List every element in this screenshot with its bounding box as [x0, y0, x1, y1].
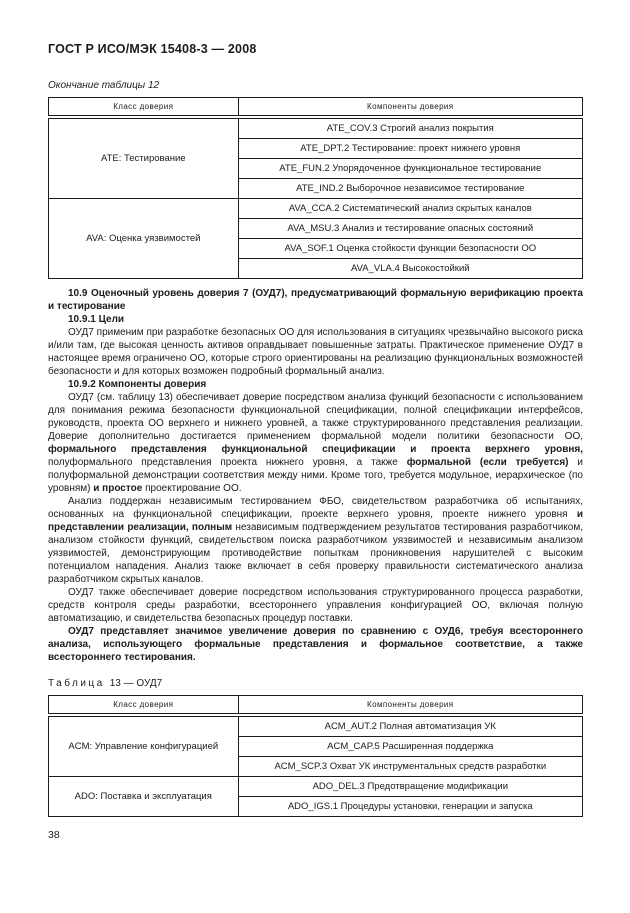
assurance-component-cell: AVA_CCA.2 Систематический анализ скрытых каналов: [238, 199, 582, 219]
table-row: [49, 117, 583, 139]
assurance-component-cell: ATE_COV.3 Строгий анализ покрытия: [238, 117, 582, 139]
table12-caption: Окончание таблицы 12: [48, 80, 160, 91]
assurance-component-cell: ATE_IND.2 Выборочное независимое тестирование: [238, 179, 582, 199]
document-title: ГОСТ Р ИСО/МЭК 15408-3 — 2008: [48, 42, 257, 56]
table13-header-row: [49, 696, 583, 716]
assurance-component-cell: ACM_SCP.3 Охват УК инструментальных средств разработки: [238, 757, 582, 777]
table12: [48, 97, 583, 279]
assurance-component-cell: ATE_FUN.2 Упорядоченное функциональное тестирование: [238, 159, 582, 179]
table12-header-components: Компоненты доверия: [238, 98, 582, 118]
assurance-component-cell: AVA_VLA.4 Высокостойкий: [238, 259, 582, 279]
paragraph: Анализ поддержан независимым тестированием ФБО, свидетельством разработчика об испытаниях, основанных на функциональной спецификации, проекте верхнего уровня, проекте нижнего уровня и представлении реализации, полным независимым подтверждением результатов тестирования разработчиком, анализом стойкости функций, свидетельством поиска разработчиком уязвимостей и независимым анализом уязвимостей, демонстрирующим противодействие попыткам проникновения нарушителей с высоким потенциалом нападения. Анализ также включает в себя проверку правильности систематического анализа разработчиком скрытых каналов.: [48, 496, 583, 585]
paragraph: ОУД7 (см. таблицу 13) обеспечивает доверие посредством анализа функций безопасности с использованием для понимания режима безопасности функциональной спецификации, полной спецификации интерфейсов, руководств, проекта ОО верхнего и нижнего уровней, а также структурированного представления реализации. Доверие дополнительно достигается применением формальной модели политики безопасности ОО, формального представления функциональной спецификации и проекта верхнего уровня, полуформального представления проекта нижнего уровня, а также формальной (если требуется) и полуформальной демонстрации соответствия между ними. Кроме того, требуется модульное, иерархическое (по уровням) и простое проектирование ОО.: [48, 392, 583, 494]
assurance-class-cell: ATE: Тестирование: [49, 117, 239, 199]
table12-header-row: [49, 98, 583, 118]
table-row: [49, 199, 583, 219]
assurance-component-cell: AVA_SOF.1 Оценка стойкости функции безопасности ОО: [238, 239, 582, 259]
assurance-component-cell: ACM_AUT.2 Полная автоматизация УК: [238, 715, 582, 737]
table12-header-class: Класс доверия: [49, 98, 239, 118]
table13-header-class: Класс доверия: [49, 696, 239, 716]
assurance-component-cell: ACM_CAP.5 Расширенная поддержка: [238, 737, 582, 757]
table13-caption: [48, 678, 583, 689]
assurance-component-cell: ADO_IGS.1 Процедуры установки, генерации и запуска: [238, 797, 582, 817]
paragraph: ОУД7 применим при разработке безопасных ОО для использования в ситуациях чрезвычайно высокого риска и/или там, где высокая ценность активов оправдывает повышенные затраты. Практическое применение ОУД7 в настоящее время ограничено ОО, которые строго ориентированы на реализацию функциональных возможностей безопасности и для которых возможен подробный формальный анализ.: [48, 327, 583, 377]
assurance-component-cell: AVA_MSU.3 Анализ и тестирование опасных состояний: [238, 219, 582, 239]
assurance-class-cell: AVA: Оценка уязвимостей: [49, 199, 239, 279]
section-heading: 10.9 Оценочный уровень доверия 7 (ОУД7), предусматривающий формальную верификацию проекта и тестирование: [48, 288, 583, 312]
table-row: [49, 777, 583, 797]
table13-caption-rest: 13 — ОУД7: [109, 678, 163, 689]
subsection-heading: 10.9.1 Цели: [68, 314, 125, 325]
table13: [48, 695, 583, 817]
table13-caption-word: Таблица: [48, 678, 105, 689]
assurance-class-cell: ACM: Управление конфигурацией: [49, 715, 239, 777]
assurance-class-cell: ADO: Поставка и эксплуатация: [49, 777, 239, 817]
section-10-9: [48, 287, 583, 664]
subsection-heading: 10.9.2 Компоненты доверия: [68, 379, 207, 390]
paragraph: ОУД7 также обеспечивает доверие посредством использования структурированного процесса разработки, средств контроля среды разработки, всестороннего управления конфигурацией ОО, включая полную автоматизацию, и свидетельства безопасных процедур поставки.: [48, 587, 583, 624]
table-row: [49, 715, 583, 737]
page-number: 38: [48, 829, 60, 841]
paragraph: ОУД7 представляет значимое увеличение доверия по сравнению с ОУД6, требуя всестороннего анализа, использующего формальные представления и формальное соответствие, а также всестороннего тестирования.: [48, 626, 583, 663]
assurance-component-cell: ATE_DPT.2 Тестирование: проект нижнего уровня: [238, 139, 582, 159]
table13-header-components: Компоненты доверия: [238, 696, 582, 716]
assurance-component-cell: ADO_DEL.3 Предотвращение модификации: [238, 777, 582, 797]
